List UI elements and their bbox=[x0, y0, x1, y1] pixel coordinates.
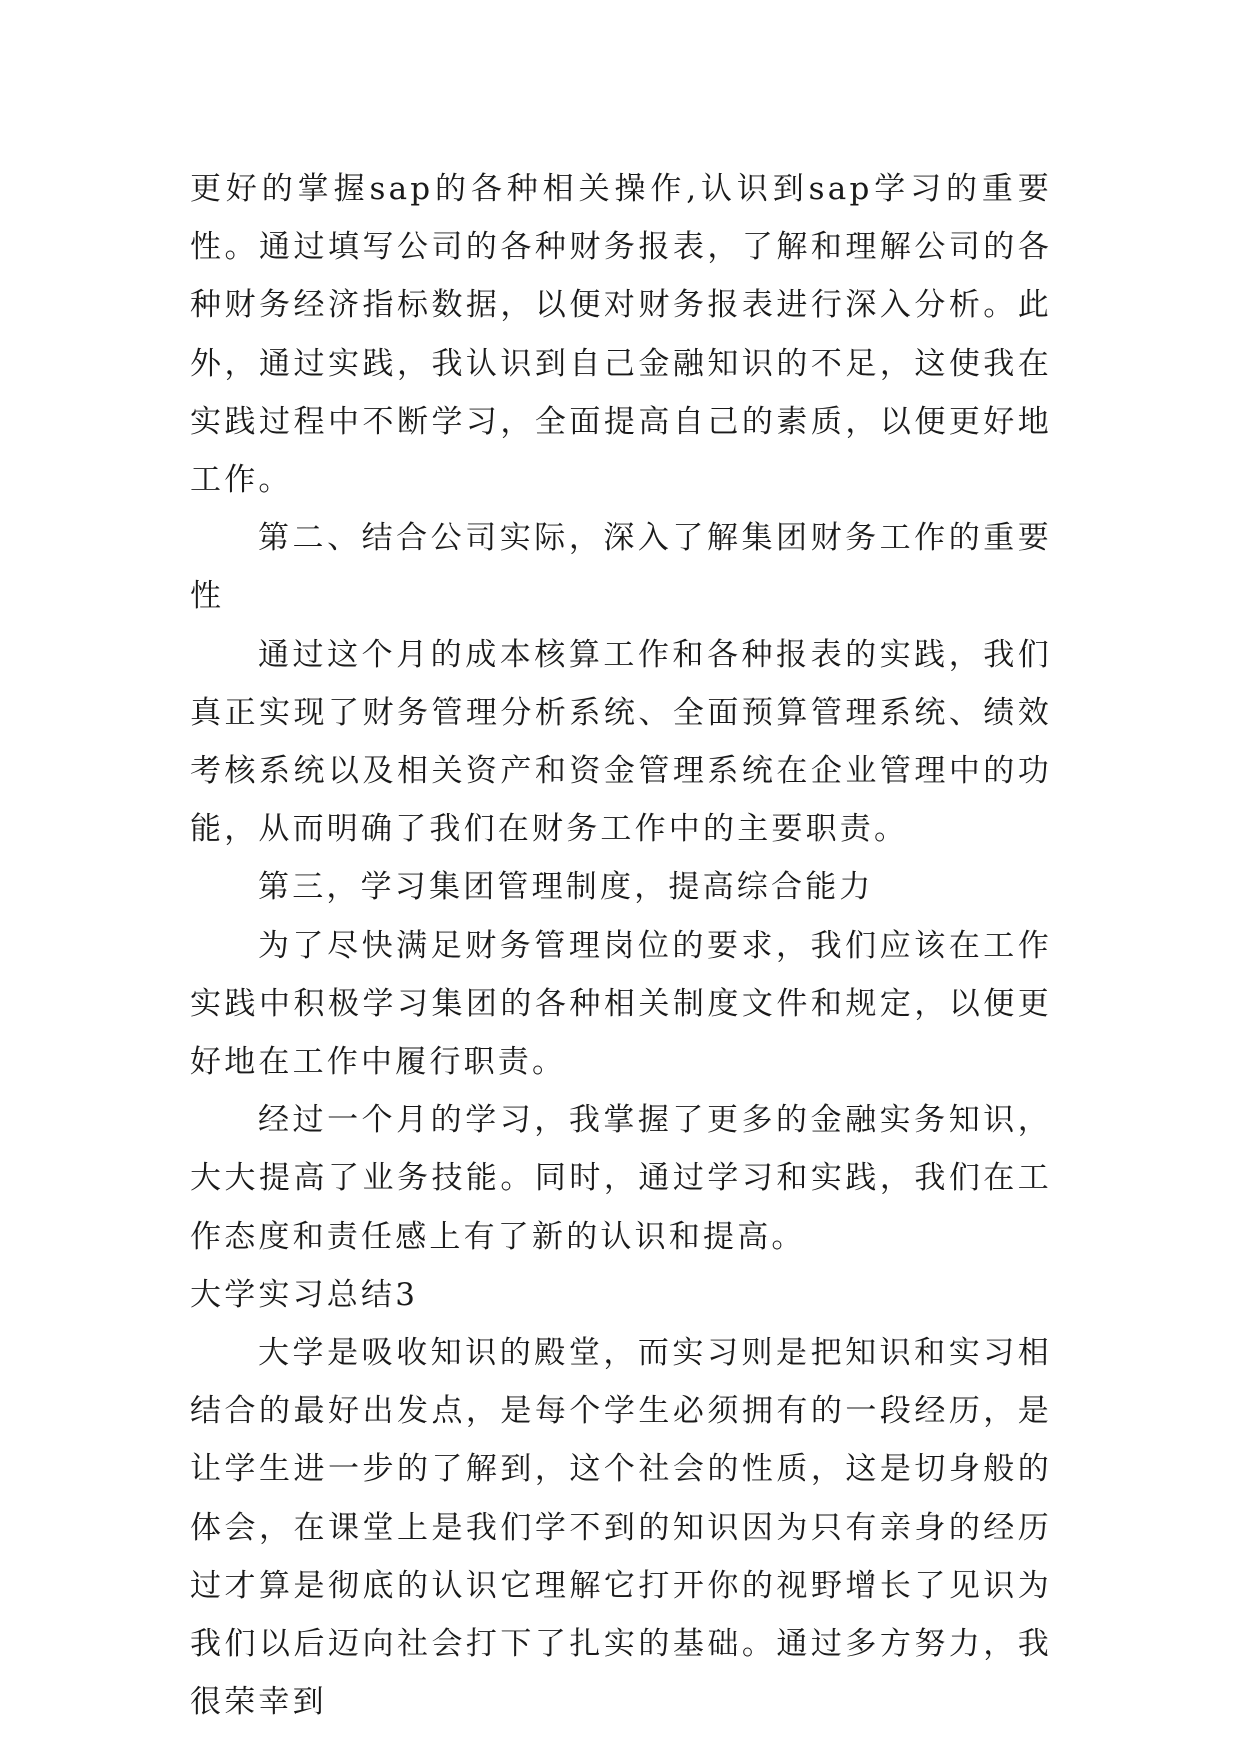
document-body bbox=[190, 160, 1052, 1731]
paragraph-2-heading: 第二、结合公司实际，深入了解集团财务工作的重要性 bbox=[190, 520, 1052, 615]
paragraph-5: 为了尽快满足财务管理岗位的要求，我们应该在工作实践中积极学习集团的各种相关制度文件和规定，以便更好地在工作中履行职责。 bbox=[190, 927, 1052, 1081]
paragraph-7: 大学是吸收知识的殿堂，而实习则是把知识和实习相结合的最好出发点，是每个学生必须拥有的一段经历，是让学生进一步的了解到，这个社会的性质，这是切身般的体会，在课堂上是我们学不到的知识因为只有亲身的经历过才算是彻底的认识它理解它打开你的视野增长了见识为我们以后迈向社会打下了扎实的基础。通过多方努力，我很荣幸到 bbox=[190, 1335, 1052, 1721]
paragraph-6: 经过一个月的学习，我掌握了更多的金融实务知识，大大提高了业务技能。同时，通过学习和实践，我们在工作态度和责任感上有了新的认识和提高。 bbox=[190, 1102, 1052, 1255]
paragraph-1: 更好的掌握sap的各种相关操作,认识到sap学习的重要性。通过填写公司的各种财务报表，了解和理解公司的各种财务经济指标数据，以便对财务报表进行深入分析。此外，通过实践，我认识到自己金融知识的不足，这使我在实践过程中不断学习，全面提高自己的素质，以便更好地工作。 bbox=[190, 171, 1052, 499]
paragraph-3: 通过这个月的成本核算工作和各种报表的实践，我们真正实现了财务管理分析系统、全面预算管理系统、绩效考核系统以及相关资产和资金管理系统在企业管理中的功能，从而明确了我们在财务工作中的主要职责。 bbox=[190, 636, 1052, 848]
paragraph-4-heading: 第三，学习集团管理制度，提高综合能力 bbox=[258, 869, 874, 906]
section-title: 大学实习总结3 bbox=[190, 1276, 419, 1313]
